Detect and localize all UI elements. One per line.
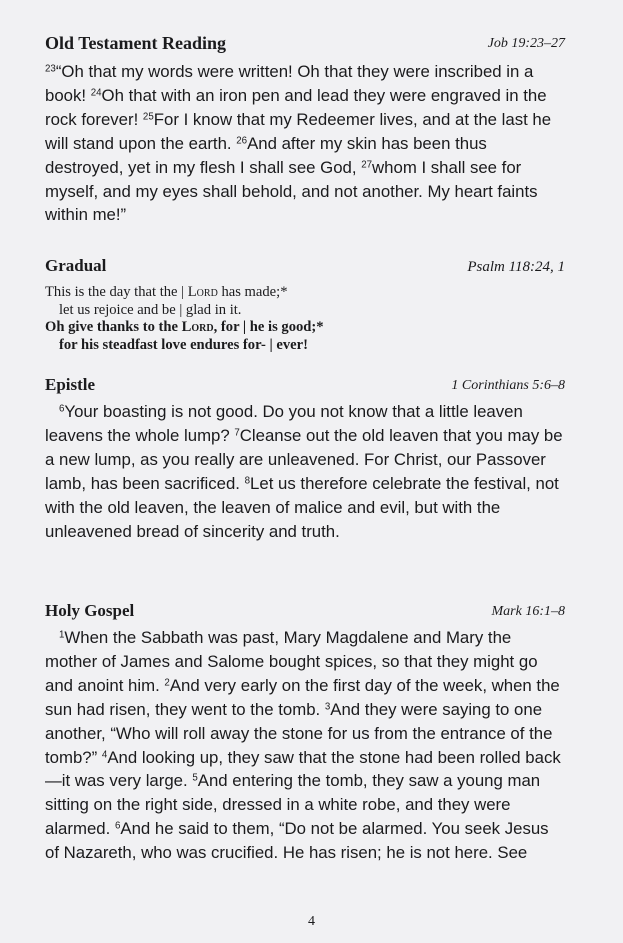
gradual-reference: Psalm 118:24, 1 bbox=[467, 259, 565, 275]
lord-small-caps: Lord bbox=[187, 284, 218, 300]
verse-text: And he said to them, “Do not be alarmed. You seek Jesus of Nazareth, who was crucified. He has risen; he is not here. See bbox=[45, 819, 549, 863]
verse-text: And after my skin has been thus destroyed, yet in my flesh I shall see God, bbox=[45, 133, 487, 177]
verse-text: For I know that my Redeemer lives, and at the last he will stand upon the earth. bbox=[45, 109, 552, 153]
verse-number: 26 bbox=[236, 135, 248, 147]
epistle-reference: 1 Corinthians 5:6–8 bbox=[451, 378, 565, 393]
gradual-line-2: let us rejoice and be | glad in it. bbox=[59, 301, 242, 318]
verse-text: And entering the tomb, they saw a young man sitting on the right side, dressed in a white robe, and they were alarmed. bbox=[45, 771, 541, 839]
gradual-line-4: for his steadfast love endures for- | ever! bbox=[59, 336, 308, 353]
verse-number: 2 bbox=[164, 677, 170, 689]
ot-section bbox=[45, 33, 565, 227]
verse-text: And very early on the first day of the week, when the sun had risen, they went to the tomb. bbox=[45, 675, 560, 719]
verse-number: 23 bbox=[45, 63, 56, 75]
gospel-text bbox=[45, 626, 565, 865]
verse-number: 1 bbox=[59, 629, 65, 641]
gospel-section bbox=[45, 601, 565, 865]
verse-number: 25 bbox=[142, 111, 154, 123]
verse-number: 5 bbox=[192, 773, 198, 785]
epistle-heading: Epistle bbox=[45, 375, 96, 394]
verse-text: And they were saying to one another, “Who will roll away the stone for us from the entrance of the tomb?” bbox=[45, 699, 553, 767]
ot-reference: Job 19:23–27 bbox=[487, 36, 565, 51]
verse-number: 27 bbox=[361, 159, 373, 171]
gradual-text bbox=[45, 284, 565, 354]
verse-number: 8 bbox=[244, 475, 251, 487]
verse-text: Your boasting is not good. Do you not know that a little leaven leavens the whole lump? bbox=[45, 402, 523, 445]
verse-text: Let us therefore celebrate the festival, not with the old leaven, the leaven of malice and evil, but with the unleavened bread of sincerity and truth. bbox=[45, 473, 559, 541]
gradual-text-part: , for | he is good;* bbox=[213, 319, 324, 335]
gospel-reference: Mark 16:1–8 bbox=[491, 604, 565, 619]
gradual-line-1 bbox=[45, 284, 565, 302]
ot-text bbox=[45, 60, 565, 227]
gradual-heading: Gradual bbox=[45, 256, 107, 275]
verse-text: Oh that with an iron pen and lead they were engraved in the rock forever! bbox=[45, 85, 547, 129]
verse-text: whom I shall see for myself, and my eyes shall behold, and not another. My heart faints within me!” bbox=[45, 157, 538, 225]
gradual-section bbox=[45, 256, 565, 354]
epistle-section bbox=[45, 375, 565, 543]
ot-heading: Old Testament Reading bbox=[45, 33, 227, 53]
lord-small-caps: Lord bbox=[181, 319, 214, 335]
verse-text: Cleanse out the old leaven that you may be a new lump, as you really are unleavened. For Christ, our Passover lamb, has been sacrificed. bbox=[45, 425, 563, 493]
verse-number: 24 bbox=[90, 87, 102, 99]
gospel-heading: Holy Gospel bbox=[45, 601, 135, 620]
gradual-text-part: This is the day that the | bbox=[45, 284, 188, 300]
verse-number: 6 bbox=[114, 820, 121, 832]
verse-text: “Oh that my words were written! Oh that they were inscribed in a book! bbox=[45, 62, 534, 105]
verse-text: And looking up, they saw that the stone had been rolled back—it was very large. bbox=[45, 747, 561, 791]
verse-number: 3 bbox=[324, 701, 331, 713]
gradual-line-3 bbox=[45, 319, 565, 337]
verse-text: When the Sabbath was past, Mary Magdalene and Mary the mother of James and Salome bought spices, so that they might go and anoint him. bbox=[45, 628, 538, 695]
verse-number: 7 bbox=[234, 427, 240, 439]
epistle-text bbox=[45, 400, 565, 543]
gradual-text-part: has made;* bbox=[217, 284, 288, 300]
gradual-text-part: Oh give thanks to the bbox=[45, 319, 182, 335]
verse-number: 4 bbox=[101, 749, 108, 761]
verse-number: 6 bbox=[59, 403, 65, 415]
page-number: 4 bbox=[308, 914, 315, 929]
